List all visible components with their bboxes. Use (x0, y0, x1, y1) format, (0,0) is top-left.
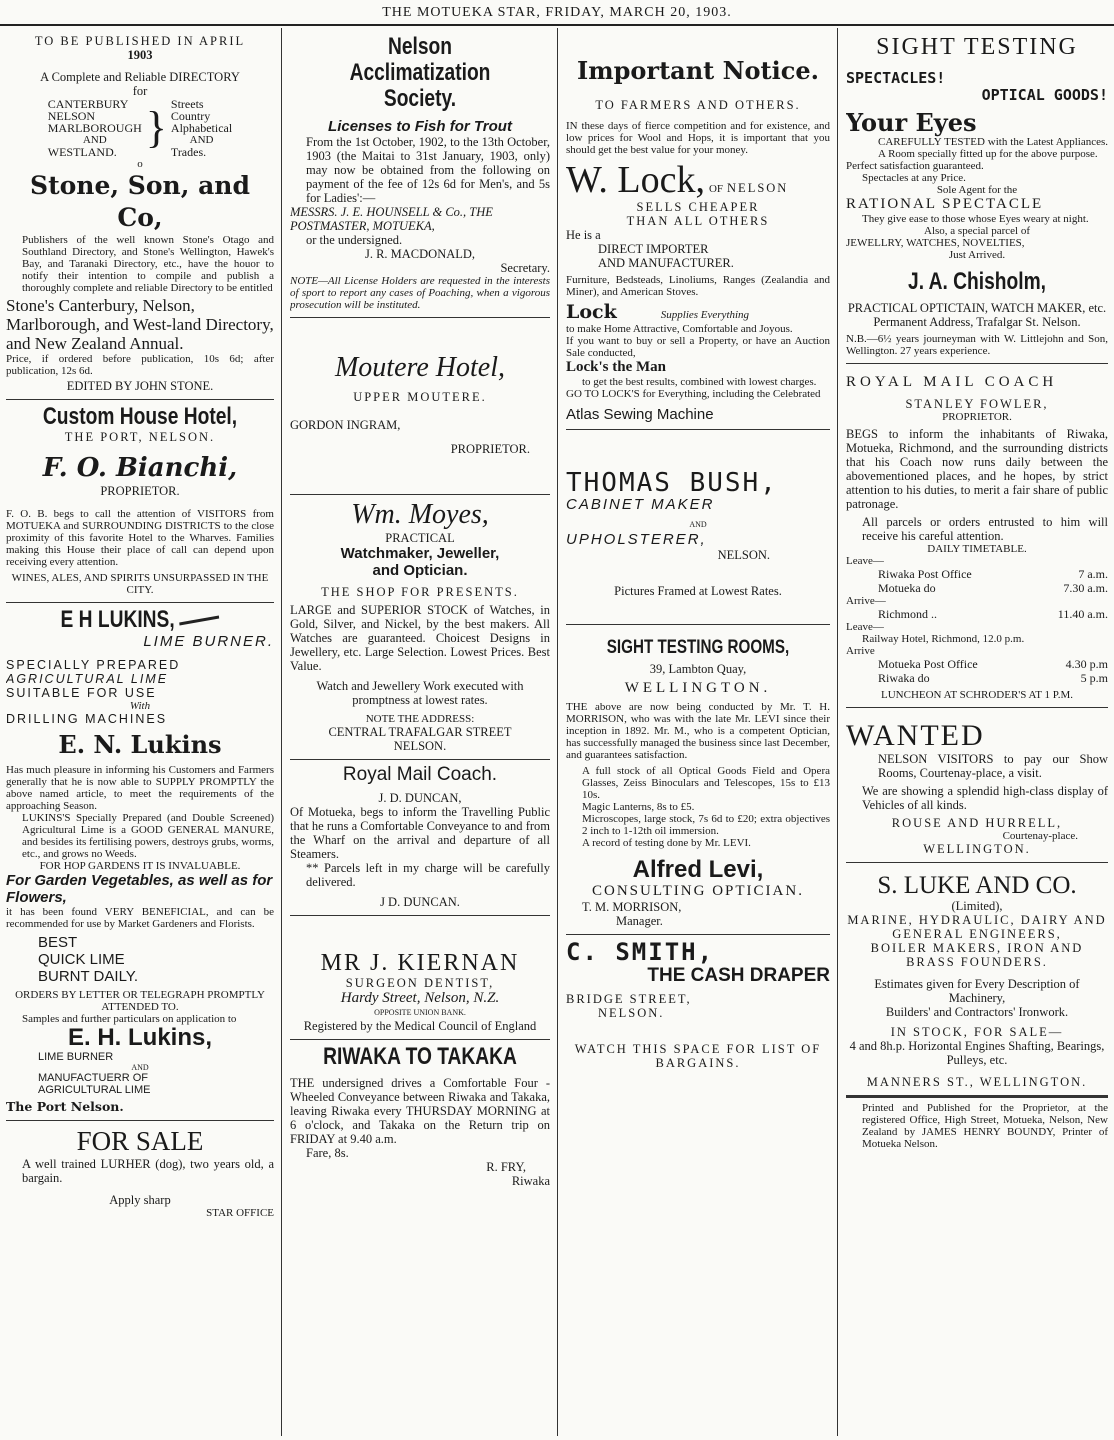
bush-nelson: NELSON. (717, 548, 770, 562)
tested: CAREFULLY TESTED with the Latest Appliances. A Room specially fitted up for the above purpose. (878, 136, 1108, 160)
for-sale-ad (6, 1121, 274, 1225)
masthead: THE MOTUEKA STAR, FRIDAY, MARCH 20, 1903. (0, 0, 1114, 26)
morrison-name: T. M. MORRISON, (582, 900, 682, 914)
lock-best: to get the best results, combined with lowest charges. (582, 376, 817, 388)
luke-eng: 4 and 8h.p. Horizontal Engines Shafting, Bearings, Pulleys, etc. (849, 1039, 1105, 1067)
wanted-city: WELLINGTON. (923, 842, 1031, 856)
directory-top: TO BE PUBLISHED IN APRIL (34, 34, 246, 48)
acclimatization-ad (290, 30, 550, 318)
acclimatization-note: NOTE—All License Holders are requested in the interests of sport to report any cases of Poaching, when a vigorous prosecution will be instituted. (290, 275, 550, 311)
luke-bld: Builders' and Contractors' Ironwork. (885, 1005, 1069, 1019)
kiernan-reg: Registered by the Medical Council of England (303, 1019, 537, 1033)
section: AND (189, 134, 214, 146)
luke-est: Estimates given for Every Description of Machinery, (874, 977, 1080, 1005)
region: AND (82, 134, 107, 146)
moyes-name: Wm. Moyes, (351, 499, 489, 530)
lock-headline: Important Notice. (577, 56, 819, 85)
directory-price: Price, if ordered before publication, 10s 6d; after publication, 12s 6d. (6, 353, 274, 377)
kiernan-name: MR J. KIERNAN (320, 950, 520, 976)
wanted-place: Courtenay-place. (1002, 830, 1078, 842)
tt-leave: Leave— (846, 621, 884, 633)
sight-rooms-ad (566, 625, 830, 935)
riwaka-place: Riwaka (511, 1174, 550, 1188)
tt-row: Railway Hotel, Richmond, 12.0 p.m. (862, 633, 1025, 645)
chisholm-addr: Permanent Address, Trafalgar St. Nelson. (873, 315, 1081, 329)
luke-l2: BOILER MAKERS, IRON AND BRASS FOUNDERS. (870, 941, 1084, 969)
parcel: Also, a special parcel of (924, 225, 1030, 237)
acclimatization-or: or the undersigned. (306, 233, 403, 247)
tt-time: 7.30 a.m. (1063, 581, 1108, 595)
imprint (846, 1096, 1108, 1156)
moutere-ad (290, 318, 550, 495)
luke-addr: MANNERS ST., WELLINGTON. (866, 1075, 1088, 1089)
lukins-sub: AND (131, 1063, 149, 1072)
sight-testing-head: SIGHT TESTING (876, 34, 1078, 60)
tt-place: Richmond .. (878, 607, 937, 621)
brace-glyph: } (145, 103, 167, 152)
tt-place: Motueka Post Office (878, 657, 978, 671)
wanted-l1: NELSON VISITORS to pay our Show Rooms, Courtenay-place, a visit. (878, 752, 1108, 780)
lukins-orders: ORDERS BY LETTER OR TELEGRAPH PROMPTLY ATTENDED TO. (15, 989, 265, 1013)
lock-name: W. Lock, (566, 159, 705, 201)
morrison-role: Manager. (616, 914, 663, 928)
column-rule (837, 28, 838, 1436)
chisholm-role: PRACTICAL OPTICTAIN, WATCH MAKER, etc. (847, 301, 1107, 315)
column-3 (560, 30, 836, 1435)
region: MARLBOROUGH (47, 121, 142, 135)
lukins-para: it has been found VERY BENEFICIAL, and can be recommended for use by Market Gardeners and Florists. (6, 906, 274, 930)
riwaka-head: RIWAKA TO TAKAKA (323, 1043, 517, 1070)
luke-ltd: (Limited), (951, 899, 1003, 913)
lock-sells-2: THAN ALL OTHERS (626, 214, 770, 228)
directory-for: for (132, 84, 148, 98)
for-sale-apply: Apply sharp (109, 1193, 171, 1207)
lukins-best: BEST (38, 934, 78, 951)
lock-body: IN these days of fierce competition and for existence, and low prices for Wool and Hops, it is important that you should get the best value for your money. (566, 120, 830, 156)
directory-intro: A Complete and Reliable DIRECTORY (40, 70, 240, 84)
moyes-shop: THE SHOP FOR PRESENTS. (321, 585, 519, 599)
tt-row (846, 657, 1108, 671)
custom-house-place: THE PORT, NELSON. (64, 430, 216, 444)
smith-draper: THE CASH DRAPER (647, 965, 830, 986)
lock-manufacturer: AND MANUFACTURER. (598, 256, 734, 270)
for-sale-office: STAR OFFICE (206, 1207, 274, 1219)
arrow-decoration (180, 616, 220, 626)
lock-row (566, 302, 830, 323)
moyes-note: NOTE THE ADDRESS: (365, 713, 475, 725)
lock-name-2: Lock (566, 301, 617, 323)
bush-and: AND (689, 520, 707, 529)
lock-supplies: Supplies Everything (660, 309, 750, 321)
tt-place: Motueka do (878, 581, 936, 595)
bush-name: THOMAS BUSH, (566, 468, 778, 498)
lukins-samples: Samples and further particulars on application to (22, 1013, 237, 1025)
fowler-parcels: All parcels or orders entrusted to him will receive his careful attention. (862, 515, 1108, 543)
smith-watch: WATCH THIS SPACE FOR LIST OF BARGAINS. (574, 1042, 822, 1070)
wanted-head: WANTED (846, 719, 985, 752)
riwaka-body: THE undersigned drives a Comfortable Four - Wheeled Conveyance between Riwaka and Takaka, leaving Riwaka every THURSDAY MORNING at 6 o'clock, and Takaka on the Return trip on FRIDAY at 9.40 a.m. (290, 1076, 550, 1146)
column-rule (557, 28, 558, 1436)
kiernan-addr: Hardy Street, Nelson, N.Z. (340, 990, 500, 1006)
wanted-l2: We are showing a splendid high-class display of Vehicles of all kinds. (862, 784, 1108, 812)
duncan-body: Of Motueka, begs to inform the Travelling Public that he runs a Comfortable Conveyance to and from the Wharf on the arrival and departure of all Steamers. (290, 805, 550, 861)
acclimatization-head-2: Society. (383, 85, 457, 112)
spectacles-line: SPECTACLES! (846, 69, 946, 87)
moutere-name: Moutere Hotel, (334, 352, 506, 383)
ease: They give ease to those whose Eyes weary at night. (862, 213, 1089, 225)
duncan-name: J. D. DUNCAN, (378, 791, 462, 805)
acclimatization-head: Nelson Acclimatization (349, 33, 491, 86)
directory-firm: Stone, Son, and Co, (30, 171, 250, 232)
section: Country (170, 109, 211, 123)
smith-street: BRIDGE STREET, (566, 992, 692, 1006)
moyes-repair: Watch and Jewellery Work executed with promptness at lowest rates. (316, 679, 524, 707)
lock-home: to make Home Attractive, Comfortable and Joyous. (566, 323, 793, 335)
your-eyes: Your Eyes (846, 108, 977, 137)
moutere-owner: GORDON INGRAM, (290, 418, 401, 432)
lukins-para: Has much pleasure in informing his Customers and Farmers generally that he is now able to SUPPLY PROMPTLY the above named article, to meet the requirements of the approaching Season. (6, 764, 274, 812)
bush-ad (566, 430, 830, 625)
fowler-body: BEGS to inform the inhabitants of Riwaka, Motueka, Richmond, and the surrounding districts that his Coach now runs daily between the abovementioned places, and he hopes, by strict attention to his duties, to merit a fair share of public patronage. (846, 427, 1108, 511)
lukins-name-2: E. H. Lukins, (67, 1024, 213, 1051)
acclimatization-sign: J. R. MACDONALD, (364, 247, 476, 261)
lukins-ad (6, 603, 274, 1121)
luke-name: S. LUKE AND CO. (877, 872, 1077, 899)
tt-time: 5 p.m (1080, 671, 1108, 685)
lukins-sub: MANUFACTUERR OF (38, 1072, 148, 1084)
acclimatization-sub: Licenses to Fish for Trout (328, 118, 512, 135)
lock-sells: SELLS CHEAPER (636, 200, 760, 214)
lock-go: GO TO LOCK'S for Everything, including the Celebrated (566, 388, 821, 400)
lukins-veg: For Garden Vegetables, as well as for Flowers, (6, 872, 273, 906)
bush-pictures: Pictures Framed at Lowest Rates. (614, 584, 782, 598)
tt-place: Riwaka do (878, 671, 930, 685)
sight-rooms-city: WELLINGTON. (624, 680, 772, 696)
kiernan-ad (290, 916, 550, 1040)
just-arrived: Just Arrived. (948, 249, 1006, 261)
riwaka-fare: Fare, 8s. (306, 1146, 349, 1160)
custom-house-body: F. O. B. begs to call the attention of VISITORS from MOTUEKA and SURROUNDING DISTRICTS to the close proximity of this favorite Hotel to the Wharves. Families making this House their place of call can depend upon receiving every attention. (6, 508, 274, 568)
chisholm-nb: N.B.—6½ years journeyman with W. Littlejohn and Son, Wellington. 27 years experience. (846, 333, 1108, 357)
fowler-timetable: DAILY TIMETABLE. (927, 543, 1027, 555)
smith-name: C. SMITH, (566, 938, 715, 966)
lukins-name (33, 607, 247, 633)
lock-atlas: Atlas Sewing Machine (566, 406, 714, 423)
smith-ad (566, 935, 830, 1076)
tt-arrive: Arrive (846, 645, 875, 657)
tt-time: 4.30 p.m (1065, 657, 1108, 671)
wanted-firm: ROUSE AND HURRELL, (891, 816, 1063, 830)
sight-rooms-p5: A record of testing done by Mr. LEVI. (582, 837, 751, 849)
column-1 (0, 30, 280, 1435)
lukins-signature: E. N. Lukins (58, 730, 222, 759)
lock-man: Lock's the Man (566, 359, 667, 375)
moyes-trade: Watchmaker, Jeweller, (340, 545, 500, 562)
smith-nelson: NELSON. (598, 1006, 665, 1020)
column-rule (281, 28, 282, 1436)
moyes-prac: PRACTICAL (385, 531, 455, 545)
tt-row (846, 607, 1108, 621)
luke-stock: IN STOCK, FOR SALE— (890, 1025, 1064, 1039)
directory-brace (6, 98, 274, 158)
acclimatization-agents: MESSRS. J. E. HOUNSELL & Co., THE POSTMASTER, MOTUEKA, (290, 205, 493, 233)
column-2 (284, 30, 556, 1435)
perfect: Perfect satisfaction guaranteed. (846, 160, 984, 172)
lock-buy: If you want to buy or sell a Property, or have an Auction Sale conducted, (566, 335, 830, 359)
lukins-line: SPECIALLY PREPARED (6, 658, 181, 672)
sight-rooms-p3: Magic Lanterns, 8s to £5. (582, 801, 695, 813)
chisholm-name: J. A. Chisholm, (908, 268, 1046, 295)
directory-year: 1903 (127, 48, 153, 62)
column-4 (840, 30, 1114, 1435)
directory-ad (6, 30, 274, 400)
bush-upholsterer: UPHOLSTERER, (566, 531, 707, 548)
sight-rooms-addr: 39, Lambton Quay, (649, 662, 747, 676)
moyes-addr: CENTRAL TRAFALGAR STREET (328, 725, 512, 739)
luke-l1: MARINE, HYDRAULIC, DAIRY AND GENERAL ENGINEERS, (847, 913, 1107, 941)
lock-importer: DIRECT IMPORTER (598, 242, 709, 256)
lock-heis: He is a (566, 228, 601, 242)
imprint-text: Printed and Published for the Proprietor, at the registered Office, High Street, Motueka, Nelson, New Zealand by JAMES HENRY BOUNDY, Printer of Motueka Nelson. (862, 1102, 1108, 1150)
any-price: Spectacles at any Price. (862, 172, 966, 184)
custom-house-name: Custom House Hotel, (42, 403, 238, 430)
lock-name-row (566, 160, 830, 200)
lukins-line: DRILLING MACHINES (6, 712, 168, 726)
tt-place: Riwaka Post Office (878, 567, 972, 581)
fowler-lunch: LUNCHEON AT SCHRODER'S AT 1 P.M. (881, 689, 1073, 701)
region: CANTERBURY (47, 97, 129, 111)
tt-leave: Leave— (846, 555, 884, 567)
duncan-coach-ad (290, 760, 550, 916)
directory-editor: EDITED BY JOHN STONE. (66, 379, 214, 393)
jewellery: JEWELLRY, WATCHES, NOVELTIES, (846, 237, 1025, 249)
lukins-name-text: E H LUKINS, (60, 606, 175, 633)
sole-agent: Sole Agent for the (936, 184, 1018, 196)
tt-time: 7 a.m. (1078, 567, 1108, 581)
region: WESTLAND. (47, 145, 117, 159)
sight-rooms-p2: A full stock of all Optical Goods Field and Opera Glasses, Zeiss Binoculars and Telescopes, 15s to £13 10s. (582, 765, 830, 801)
directory-title: Stone's Canterbury, Nelson, Marlborough, and West-land Directory, and New Zealand Annual. (6, 296, 274, 353)
riwaka-ad (290, 1040, 550, 1194)
lukins-hop: FOR HOP GARDENS IT IS INVALUABLE. (39, 860, 241, 872)
duncan-sign: J D. DUNCAN. (380, 895, 460, 909)
bush-cabinet: CABINET MAKER (566, 496, 715, 513)
acclimatization-body: From the 1st October, 1902, to the 13th October, 1903 (the Maitai to 31st January, 1903, only) may now be obtained from the following on payment of the fee of 12s 6d for Men's, and 5s for Ladies':— (306, 135, 550, 205)
levi-name: Alfred Levi, (632, 856, 764, 883)
duncan-coach-head: Royal Mail Coach. (342, 764, 498, 785)
tt-row (846, 671, 1108, 685)
directory-body: Publishers of the well known Stone's Otago and Southland Directory, and Stone's Wellington, Hawek's Bay, and Taranaki Directory, etc., have the houor to notify their intention to compile and publish a thoroughly complete and reliable Directory to be entitled (22, 234, 274, 294)
fowler-coach-ad (846, 364, 1108, 708)
levi-role: CONSULTING OPTICIAN. (592, 883, 804, 899)
lock-furniture: Furniture, Bedsteads, Linoliums, Ranges (Zealandia and Miner), and American Stoves. (566, 274, 830, 298)
for-sale-head: FOR SALE (76, 1126, 204, 1156)
tt-time: 11.40 a.m. (1057, 607, 1108, 621)
tt-row (846, 581, 1108, 595)
chisholm-ad (846, 30, 1108, 364)
lukins-line: SUITABLE FOR USE (6, 686, 157, 700)
lukins-sub: LIME BURNER (38, 1051, 114, 1063)
sight-rooms-head: SIGHT TESTING ROOMS, (606, 637, 790, 658)
moutere-place: UPPER MOUTERE. (353, 390, 487, 404)
acclimatization-sec: Secretary. (500, 261, 550, 275)
fowler-coach-head: ROYAL MAIL COACH (846, 374, 1058, 390)
custom-house-owner: F. O. Bianchi, (42, 453, 238, 483)
section: Trades. (170, 145, 207, 159)
custom-house-role: PROPRIETOR. (100, 484, 180, 498)
lukins-burnt: BURNT DAILY. (38, 968, 139, 985)
lock-ad (566, 30, 830, 430)
lock-nelson: NELSON (727, 181, 789, 195)
lukins-line: AGRICULTURAL LIME (6, 672, 169, 686)
riwaka-sign: R. FRY, (486, 1160, 526, 1174)
tt-row (846, 567, 1108, 581)
region: NELSON (47, 109, 96, 123)
lukins-port: The Port Nelson. (6, 1099, 124, 1114)
sight-rooms-p1: THE above are now being conducted by Mr. T. H. MORRISON, who was with the late Mr. LEVI since their inception in 1892. Mr. M., who is a competent Optician, has successfully managed the business since last December, and guarantees satisfaction. (566, 701, 830, 761)
lukins-sub: AGRICULTURAL LIME (38, 1084, 151, 1096)
moutere-role: PROPRIETOR. (450, 442, 530, 456)
moyes-trade-2: and Optician. (372, 562, 468, 579)
optical-goods-line: OPTICAL GOODS! (981, 86, 1108, 104)
moyes-ad (290, 495, 550, 760)
fowler-role: PROPRIETOR. (942, 411, 1012, 423)
custom-house-wines: WINES, ALES, AND SPIRITS UNSURPASSED IN THE CITY. (11, 572, 269, 596)
lukins-trade: LIME BURNER. (143, 633, 274, 650)
duncan-parcels: ** Parcels left in my charge will be carefully delivered. (306, 861, 550, 889)
kiernan-opp: OPPOSITE UNION BANK. (374, 1008, 466, 1017)
kiernan-role: SURGEON DENTIST, (345, 976, 495, 990)
wanted-ad (846, 708, 1108, 863)
moyes-addr-2: NELSON. (393, 739, 447, 753)
lock-of: OF (708, 183, 724, 195)
lukins-line: With (129, 700, 151, 712)
for-sale-body: A well trained LURHER (dog), two years old, a bargain. (22, 1157, 274, 1185)
section: Streets (170, 97, 204, 111)
luke-ad (846, 863, 1108, 1096)
rational: RATIONAL SPECTACLE (846, 196, 1044, 212)
lock-sub: TO FARMERS AND OTHERS. (595, 98, 801, 112)
section: Alphabetical (170, 121, 233, 135)
fowler-name: STANLEY FOWLER, (905, 397, 1049, 411)
lukins-para: LUKINS'S Specially Prepared (and Double Screened) Agricultural Lime is a GOOD GENERAL MANURE, and besides its fertilising powers, destroys grubs, worms, etc., and grows no Weeds. (22, 812, 274, 860)
moyes-body: LARGE and SUPERIOR STOCK of Watches, in Gold, Silver, and Nickel, by the best makers. All Watches are guaranteed. Choicest Designs in Jewellery, etc. Large Selection. Lowest Prices. Best Value. (290, 603, 550, 673)
tt-arrive: Arrive— (846, 595, 886, 607)
directory-sep: o (137, 158, 143, 170)
sight-rooms-p4: Microscopes, large stock, 7s 6d to £20; extra objectives 2 inch to 1-12th oil immersion. (582, 813, 830, 837)
custom-house-ad (6, 400, 274, 603)
lukins-quick: QUICK LIME (38, 951, 125, 968)
